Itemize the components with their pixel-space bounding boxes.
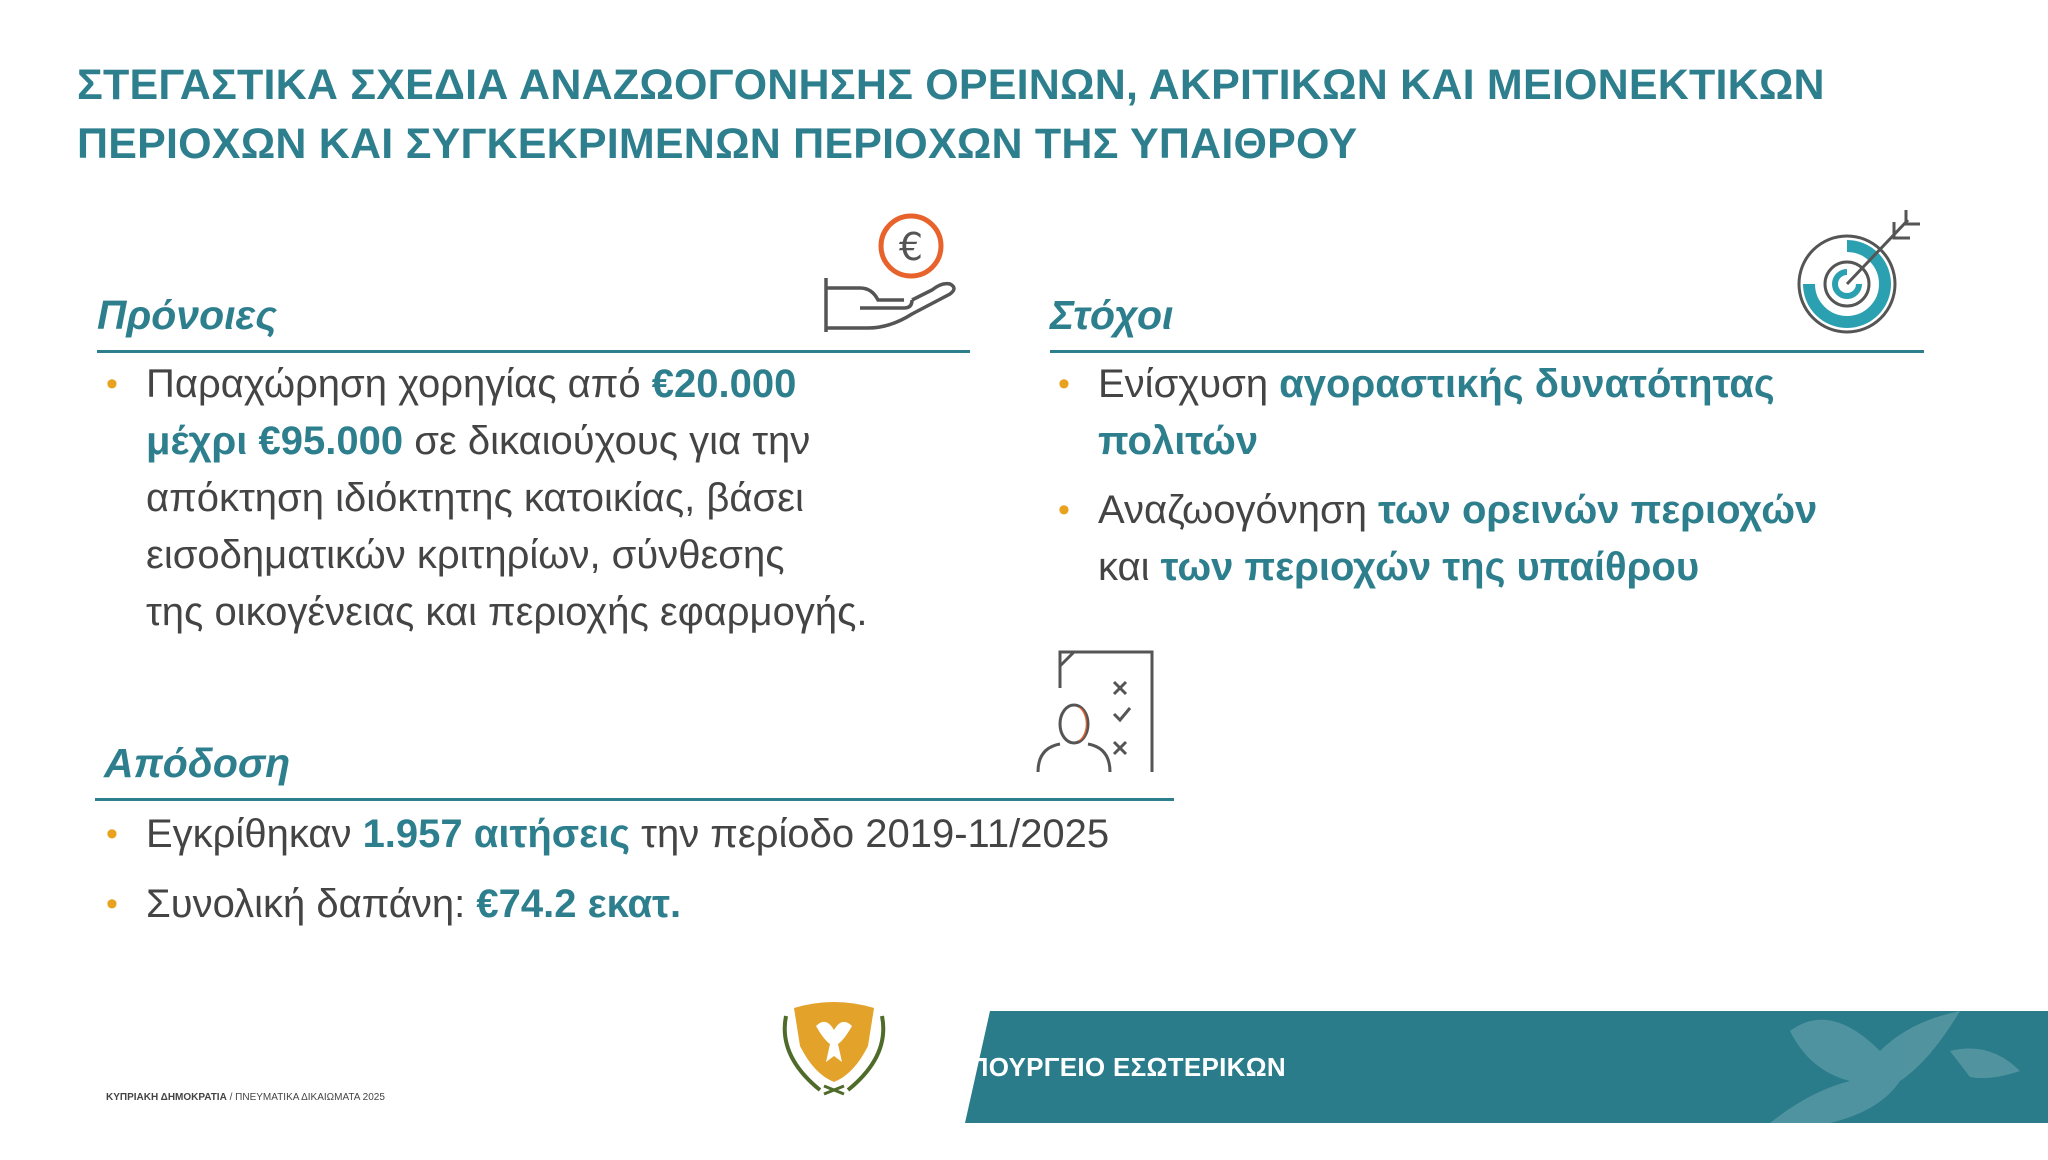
provisions-text-3: απόκτηση ιδιόκτητης κατοικίας, βάσει [146, 476, 804, 520]
provisions-heading: Πρόνοιες [97, 292, 277, 338]
title-line-1: ΣΤΕΓΑΣΤΙΚΑ ΣΧΕΔΙΑ ΑΝΑΖΩΟΓΟΝΗΣΗΣ ΟΡΕΙΝΩΝ, ΑΚΡΙΤΙΚΩΝ ΚΑΙ ΜΕΙΟΝΕΚΤΙΚΩΝ [77, 61, 1825, 109]
goals-divider [1050, 350, 1924, 353]
provisions-bullet [106, 356, 966, 641]
goals-text-2a: Αναζωογόνηση [1098, 488, 1379, 532]
target-icon [1790, 200, 1930, 340]
goals-bullet-2 [1058, 482, 1958, 596]
performance-spend: €74.2 εκατ. [476, 882, 682, 926]
title-line-2: ΠΕΡΙΟΧΩΝ ΚΑΙ ΣΥΓΚΕΚΡΙΜΕΝΩΝ ΠΕΡΙΟΧΩΝ ΤΗΣ ΥΠΑΙΘΡΟΥ [77, 120, 1358, 168]
provisions-amount-min: €20.000 [651, 362, 797, 406]
provisions-divider [97, 350, 970, 353]
provisions-text-4: εισοδηματικών κριτηρίων, σύνθεσης [146, 533, 785, 577]
goals-bullet-1 [1058, 356, 1958, 470]
goals-heading: Στόχοι [1050, 292, 1174, 338]
checklist-person-icon [1030, 650, 1160, 780]
euro-hand-icon [820, 210, 960, 340]
provisions-amount-max: μέχρι €95.000 [146, 419, 404, 463]
performance-text-1c: την περίοδο 2019-11/2025 [630, 812, 1110, 856]
copyright-note [106, 1092, 385, 1103]
goals-highlight-1b: αγοραστικής δυνατότητας [1279, 362, 1775, 406]
page-title [77, 56, 1977, 174]
svg-text:€: € [898, 225, 924, 269]
provisions-text-2b: σε δικαιούχους για την [403, 419, 811, 463]
performance-text-2a: Συνολική δαπάνη: [146, 882, 477, 926]
performance-bullet-1 [106, 806, 1176, 863]
ministry-label: ΥΠΟΥΡΓΕΙΟ ΕΣΩΤΕΡΙΚΩΝ [952, 1052, 1286, 1082]
goals-highlight-1c: πολιτών [1098, 419, 1259, 463]
goals-highlight-2b: των ορεινών περιοχών [1378, 488, 1818, 532]
bullet-dot: • [106, 885, 118, 923]
provisions-text-5: της οικογένειας και περιοχής εφαρμογής. [146, 590, 868, 634]
performance-bullet-2 [106, 876, 1176, 933]
coat-of-arms [764, 986, 904, 1100]
bullet-dot: • [1058, 491, 1070, 529]
performance-heading: Απόδοση [104, 740, 291, 786]
performance-text-1a: Εγκρίθηκαν [146, 812, 363, 856]
bullet-dot: • [106, 815, 118, 853]
bullet-dot: • [1058, 365, 1070, 403]
provisions-text-1a: Παραχώρηση χορηγίας από [146, 362, 652, 406]
goals-text-1a: Ενίσχυση [1098, 362, 1280, 406]
bullet-dot: • [106, 365, 118, 403]
copyright-org: ΚΥΠΡΙΑΚΗ ΔΗΜΟΚΡΑΤΙΑ [106, 1092, 227, 1103]
performance-divider [95, 798, 1174, 801]
goals-highlight-2d: των περιοχών της υπαίθρου [1160, 545, 1700, 589]
copyright-rest: / ΠΝΕΥΜΑΤΙΚΑ ΔΙΚΑΙΩΜΑΤΑ 2025 [226, 1092, 385, 1103]
performance-applications: 1.957 αιτήσεις [362, 812, 631, 856]
goals-text-2c: και [1098, 545, 1161, 589]
